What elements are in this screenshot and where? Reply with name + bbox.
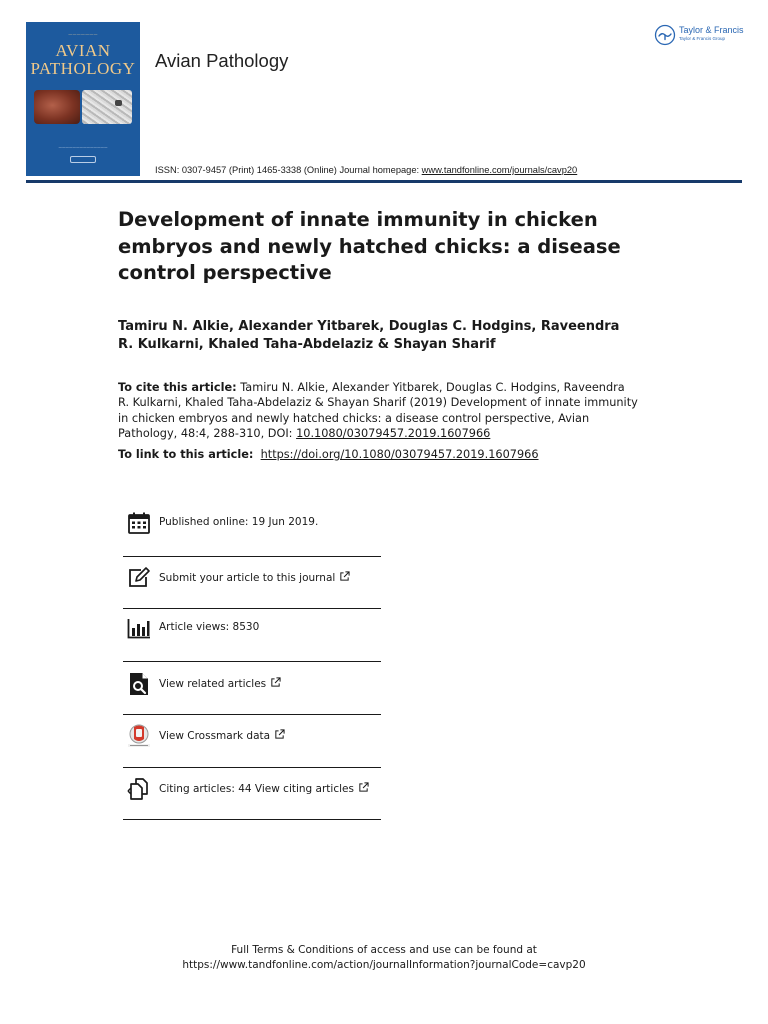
cover-title-line2: PATHOLOGY <box>30 59 136 78</box>
submit-article-link[interactable] <box>159 571 350 584</box>
published-date-text: Published online: 19 Jun 2019. <box>159 516 319 528</box>
info-row-views <box>123 608 381 648</box>
issn-line <box>155 165 577 175</box>
cover-subtitle-decoration: —————————————— <box>58 145 108 149</box>
bar-chart-icon <box>127 616 151 640</box>
info-row-citing[interactable] <box>123 769 381 809</box>
citation-label: To cite this article: <box>118 381 237 394</box>
article-doi-url-link[interactable]: https://doi.org/10.1080/03079457.2019.1607966 <box>260 448 539 461</box>
info-row-crossmark[interactable] <box>123 716 381 756</box>
header-divider <box>26 180 742 183</box>
citation-text: Tamiru N. Alkie, Alexander Yitbarek, Douglas C. Hodgins, Raveendra R. Kulkarni, Khaled Taha-Abdelaziz & Shayan Sharif (2019) Development of innate immunity in chicken embryos and newly hatched chicks: a disease control perspective, Avian Pathology, 48:4, 288-310, DOI: <box>118 381 638 440</box>
citing-articles-text: Citing articles: 44 View citing articles <box>159 783 354 795</box>
crossmark-text: View Crossmark data <box>159 730 271 742</box>
cover-photo-micrograph <box>82 90 132 124</box>
external-link-icon <box>339 571 350 582</box>
edit-icon <box>127 566 151 590</box>
cover-title-line1: AVIAN <box>55 41 111 60</box>
related-articles-text: View related articles <box>159 678 267 690</box>
cover-title <box>26 42 140 78</box>
cover-topline-decoration: ——————— <box>68 31 98 36</box>
submit-article-text: Submit your article to this journal <box>159 572 336 584</box>
publisher-name: Taylor & Francis <box>679 25 744 35</box>
footer-line1: Full Terms & Conditions of access and use can be found at <box>231 944 537 956</box>
journal-homepage-link[interactable]: www.tandfonline.com/journals/cavp20 <box>421 165 578 175</box>
article-link-label: To link to this article: <box>118 448 254 461</box>
info-row-related[interactable] <box>123 664 381 704</box>
document-search-icon <box>127 672 151 696</box>
article-link-line <box>118 448 678 461</box>
publisher-group: Taylor & Francis Group <box>679 36 726 41</box>
footer-terms-url[interactable]: https://www.tandfonline.com/action/journalInformation?journalCode=cavp20 <box>182 959 586 971</box>
taylor-francis-logo-icon <box>654 24 676 46</box>
related-articles-link[interactable] <box>159 677 281 690</box>
issn-text: ISSN: 0307-9457 (Print) 1465-3338 (Online) Journal homepage: <box>155 165 422 175</box>
calendar-icon <box>127 511 151 535</box>
article-authors: Tamiru N. Alkie, Alexander Yitbarek, Douglas C. Hodgins, Raveendra R. Kulkarni, Khaled Taha-Abdelaziz & Shayan Sharif <box>118 319 620 352</box>
info-row-published <box>123 503 381 543</box>
citation-block <box>118 380 638 441</box>
info-divider <box>123 661 381 662</box>
external-link-icon <box>274 729 285 740</box>
citing-articles-icon <box>127 777 151 801</box>
citation-doi-link[interactable]: 10.1080/03079457.2019.1607966 <box>296 426 491 440</box>
crossmark-icon <box>127 724 151 748</box>
cover-photo-tissue <box>34 90 80 124</box>
crossmark-link[interactable] <box>159 729 285 742</box>
journal-cover <box>26 22 140 176</box>
publisher-logo[interactable] <box>654 24 750 46</box>
cover-publisher-logo <box>70 156 96 163</box>
citing-articles-link[interactable] <box>159 782 369 795</box>
journal-name[interactable]: Avian Pathology <box>155 50 289 71</box>
external-link-icon <box>270 677 281 688</box>
info-divider <box>123 819 381 820</box>
info-row-submit[interactable] <box>123 558 381 598</box>
footer-terms <box>0 943 768 973</box>
article-views-text: Article views: 8530 <box>159 621 260 633</box>
external-link-icon <box>358 782 369 793</box>
article-title: Development of innate immunity in chicken embryos and newly hatched chicks: a disease control perspective <box>118 208 621 284</box>
